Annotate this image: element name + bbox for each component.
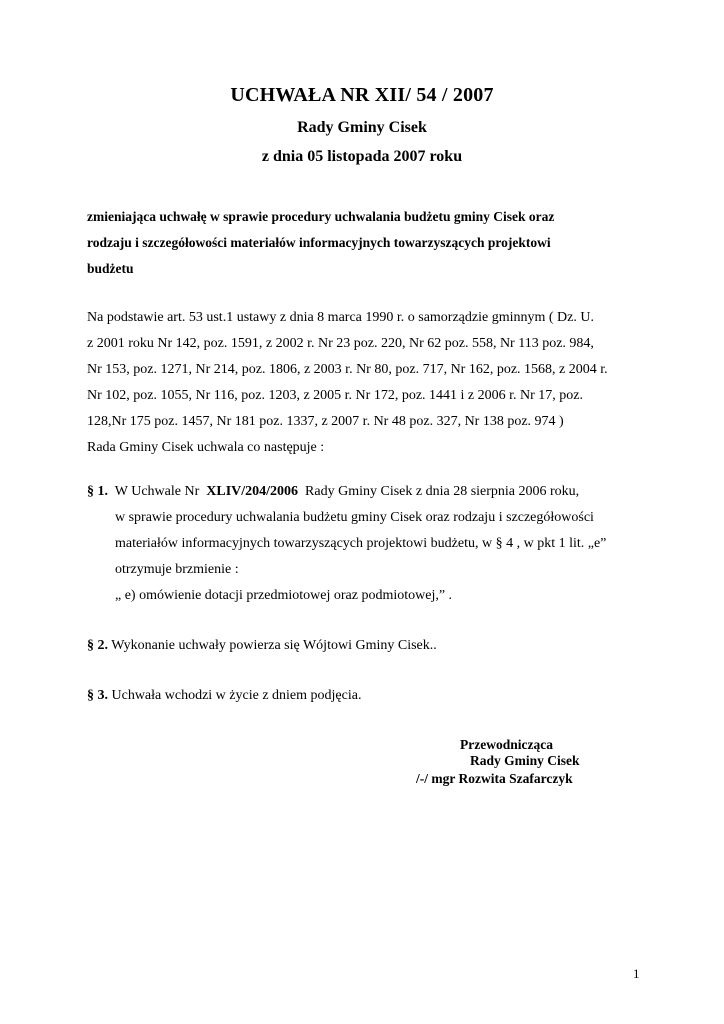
section-3-mark: § 3. xyxy=(87,688,108,703)
subject-line: rodzaju i szczegółowości materiałów informacyjnych towarzyszących projektowi xyxy=(87,235,551,250)
subject-line: budżetu xyxy=(87,261,134,276)
signature-role: Przewodnicząca xyxy=(460,737,553,752)
section-3-text: Uchwała wchodzi w życie z dniem podjęcia. xyxy=(111,688,362,703)
basis-line: 128,Nr 175 poz. 1457, Nr 181 poz. 1337, z 2007 r. Nr 48 poz. 327, Nr 138 poz. 974 ) xyxy=(87,414,564,429)
subject-block xyxy=(87,204,554,282)
page-number: 1 xyxy=(633,966,640,981)
document-title: UCHWAŁA NR XII/ 54 / 2007 xyxy=(230,84,494,106)
section-2-mark: § 2. xyxy=(87,638,108,653)
basis-line: z 2001 roku Nr 142, poz. 1591, z 2002 r. Nr 23 poz. 220, Nr 62 poz. 558, Nr 113 poz. 984, xyxy=(87,336,594,351)
section-1-line: „ e) omówienie dotacji przedmiotowej oraz podmiotowej,” . xyxy=(115,588,453,603)
subject-line: zmieniająca uchwałę w sprawie procedury uchwalania budżetu gminy Cisek oraz xyxy=(87,209,555,224)
section-1-ref: XLIV/204/2006 xyxy=(206,484,299,499)
signature-body: Rady Gminy Cisek xyxy=(470,753,580,768)
section-1-mark: § 1. xyxy=(87,484,108,499)
section-3 xyxy=(87,683,361,709)
date-line: z dnia 05 listopada 2007 roku xyxy=(261,148,463,165)
section-1-line: w sprawie procedury uchwalania budżetu gminy Cisek oraz rodzaju i szczegółowości xyxy=(115,510,594,525)
section-1-rest: Rady Gminy Cisek z dnia 28 sierpnia 2006 roku, xyxy=(305,484,580,499)
issuer-line: Rady Gminy Cisek xyxy=(297,119,427,136)
basis-line: Nr 153, poz. 1271, Nr 214, poz. 1806, z 2003 r. Nr 80, poz. 717, Nr 162, poz. 1568, z 2004 r. xyxy=(87,362,608,377)
section-2-text: Wykonanie uchwały powierza się Wójtowi Gminy Cisek.. xyxy=(111,638,437,653)
section-1-intro: W Uchwale Nr xyxy=(114,484,200,499)
section-1-line: materiałów informacyjnych towarzyszących projektowi budżetu, w § 4 , w pkt 1 lit. „e” xyxy=(115,536,607,551)
basis-line: Na podstawie art. 53 ust.1 ustawy z dnia 8 marca 1990 r. o samorządzie gminnym ( Dz. U. xyxy=(87,310,594,325)
signature-name: /-/ mgr Rozwita Szafarczyk xyxy=(416,771,573,786)
section-2 xyxy=(87,633,437,659)
section-1-line: otrzymuje brzmienie : xyxy=(115,562,239,577)
basis-line: Rada Gminy Cisek uchwala co następuje : xyxy=(87,440,325,455)
basis-line: Nr 102, poz. 1055, Nr 116, poz. 1203, z 2005 r. Nr 172, poz. 1441 i z 2006 r. Nr 17, poz. xyxy=(87,388,584,403)
section-1-body xyxy=(115,505,606,609)
legal-basis-block xyxy=(87,305,608,461)
section-1-heading xyxy=(87,479,579,505)
